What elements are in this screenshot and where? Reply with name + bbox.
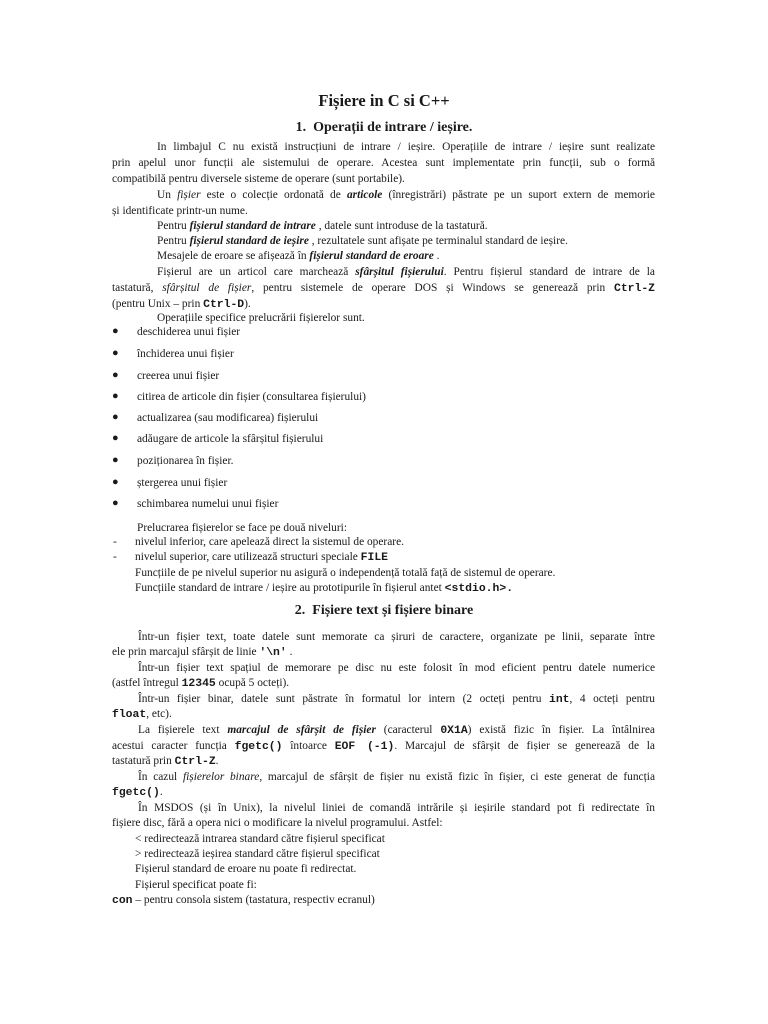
- term-articole: articole: [346, 189, 383, 201]
- section-1-heading: [0, 119, 768, 137]
- text: Într-un fișier binar, datele sunt păstrate în formatul lor intern (2 octeți pentru: [138, 693, 549, 705]
- s2-q6-line2: fișiere disc, fără a opera nici o modificare la nivelul programului. Astfel:: [112, 817, 443, 829]
- list-item: citirea de articole din fișier (consultarea fișierului): [137, 391, 366, 403]
- list-item: schimbarea numelui unui fișier: [137, 498, 279, 510]
- term-standard-error: fișierul standard de eroare: [309, 250, 434, 262]
- code-0x1a: 0X1A: [440, 725, 468, 737]
- text: nivelul superior, care utilizează structuri speciale: [135, 551, 361, 563]
- text: Pentru: [157, 220, 190, 232]
- code-ctrl-z: Ctrl-Z: [174, 756, 216, 768]
- s1-p4: [157, 234, 568, 248]
- code-ctrl-z: Ctrl-Z: [613, 283, 655, 295]
- s2-q2-line1: Într-un fișier text spațiul de memorare pe disc nu este folosit în mod eficient pentru datele numerice: [138, 662, 655, 674]
- text: , etc).: [146, 708, 172, 720]
- s1-p2-line1: [157, 188, 655, 202]
- s2-q1-line2: [112, 645, 292, 660]
- text: ) există fizic în fișier. La întâlnirea: [467, 724, 655, 736]
- code-ctrl-d: Ctrl-D: [203, 299, 245, 311]
- list-item: închiderea unui fișier: [137, 348, 234, 360]
- text: (pentru Unix – prin: [112, 298, 204, 310]
- text: .: [286, 646, 293, 658]
- text: ele prin marcajul sfârșit de linie: [112, 646, 260, 658]
- term-end-of-file: sfârșitul fișierului: [355, 266, 444, 278]
- bullet-dot: ●: [112, 497, 119, 509]
- list-item: creerea unui fișier: [137, 370, 220, 382]
- section-2-title: Fișiere text și fișiere binare: [312, 603, 474, 618]
- functions-note-2: [135, 581, 513, 596]
- text: . Marcajul de sfârșit de fișier se generează de la: [394, 740, 655, 752]
- bullet-dot: ●: [112, 454, 119, 466]
- s2-q5-line1: [138, 770, 655, 784]
- redirect-input: < redirectează intrarea standard către fișierul specificat: [135, 833, 385, 845]
- term-eof: sfârșitul de fișier: [162, 282, 252, 294]
- s2-q4-line3: [112, 754, 219, 769]
- bullet-dot: ●: [112, 347, 119, 359]
- section-1-number: 1.: [295, 120, 307, 135]
- text: Fișierul are un articol care marchează: [157, 266, 356, 278]
- functions-note-1: Funcțiile de pe nivelul superior nu asigură o independență totală față de sistemul de operare.: [135, 567, 556, 579]
- section-2-heading: [0, 602, 768, 620]
- s2-q7: Fișierul standard de eroare nu poate fi redirectat.: [135, 863, 357, 875]
- level-superior: [135, 550, 388, 565]
- list-item: ștergerea unui fișier: [137, 477, 228, 489]
- code-fgetc: fgetc(): [234, 741, 283, 753]
- s1-p1-line2: prin apelul unor funcții ale sistemului de operare. Acestea sunt implementate prin funcții, sub o formă: [112, 157, 655, 169]
- text: ocupă 5 octeți).: [215, 677, 290, 689]
- levels-intro: Prelucrarea fișierelor se face pe două niveluri:: [137, 522, 347, 534]
- text: Un: [157, 189, 178, 201]
- dash-marker: -: [113, 551, 117, 563]
- s1-p1-line3: compatibilă pentru diversele sisteme de operare (sunt portabile).: [112, 173, 405, 185]
- text: tastatură prin: [112, 755, 175, 767]
- text: Funcțiile standard de intrare / ieșire au prototipurile în fișierul antet: [135, 582, 445, 594]
- text: – pentru consola sistem (tastatura, respectiv ecranul): [132, 894, 375, 906]
- list-item: adăugare de articole la sfârșitul fișierului: [137, 433, 324, 445]
- term-binary-files: fișierelor binare: [182, 771, 260, 783]
- s1-p6-line1: [157, 265, 655, 279]
- bullet-dot: ●: [112, 411, 119, 423]
- s1-p5: [157, 249, 439, 263]
- term-fisier: fișier: [177, 189, 201, 201]
- text: , marcajul de sfârșit de fișier nu există fizic în fișier, ci este generat de funcția: [259, 771, 655, 783]
- s2-q5-line2: [112, 785, 163, 800]
- code-file: FILE: [360, 552, 389, 564]
- list-item: deschiderea unui fișier: [137, 326, 241, 338]
- s1-p7: Operațiile specifice prelucrării fișierelor sunt.: [157, 312, 365, 324]
- s2-q4-line1: [138, 723, 655, 738]
- code-int: int: [549, 694, 570, 706]
- s1-p6-line3: [112, 297, 251, 312]
- s1-p6-line2: [112, 281, 655, 296]
- text: În cazul: [138, 771, 183, 783]
- s1-p1-line1: In limbajul C nu există instrucțiuni de intrare / ieșire. Operațiile de intrare / ieșire sunt realizate: [157, 141, 655, 153]
- text: acestui caracter funcția: [112, 740, 235, 752]
- term-eof-marker: marcajul de sfârșit de fișier: [227, 724, 376, 736]
- s2-q4-line2: [112, 739, 655, 754]
- s2-q1-line1: Într-un fișier text, toate datele sunt memorate ca șiruri de caractere, organizate pe linii, separate între: [138, 631, 655, 643]
- term-standard-output: fișierul standard de ieșire: [189, 235, 309, 247]
- s2-q8: Fișierul specificat poate fi:: [135, 879, 257, 891]
- level-inferior: nivelul inferior, care apelează direct la sistemul de operare.: [135, 536, 404, 548]
- code-12345: 12345: [181, 678, 216, 690]
- bullet-dot: ●: [112, 369, 119, 381]
- dash-marker: -: [113, 536, 117, 548]
- s1-p2-line2: și identificate printr-un nume.: [112, 205, 248, 217]
- redirect-output: > redirectează ieșirea standard către fișierul specificat: [135, 848, 380, 860]
- text: , datele sunt introduse de la tastatură.: [315, 220, 488, 232]
- code-float: float: [112, 709, 147, 721]
- s1-p3: [157, 219, 488, 233]
- text: (caracterul: [375, 724, 441, 736]
- bullet-dot: ●: [112, 325, 119, 337]
- text: (înregistrări) păstrate pe un suport extern de memorie: [382, 189, 655, 201]
- text: (astfel întregul: [112, 677, 182, 689]
- list-item: actualizarea (sau modificarea) fișierului: [137, 412, 319, 424]
- text: întoarce: [282, 740, 335, 752]
- bullet-dot: ●: [112, 432, 119, 444]
- text: , rezultatele sunt afișate pe terminalul standard de ieșire.: [308, 235, 568, 247]
- text: , pentru sistemele de operare DOS și Windows se generează prin: [251, 282, 614, 294]
- s2-q2-line2: [112, 676, 289, 691]
- text: Pentru: [157, 235, 190, 247]
- term-standard-input: fișierul standard de intrare: [189, 220, 316, 232]
- text: este o colecție ordonată de: [200, 189, 347, 201]
- bullet-dot: ●: [112, 476, 119, 488]
- text: , 4 octeți pentru: [569, 693, 655, 705]
- code-con: con: [112, 895, 133, 907]
- s2-q6-line1: În MSDOS (și în Unix), la nivelul liniei de comandă intrările și ieșirile standard pot fi redirectate în: [138, 802, 655, 814]
- text: Mesajele de eroare se afișează în: [157, 250, 310, 262]
- text: .: [433, 250, 440, 262]
- s2-con-line: [112, 893, 375, 908]
- s2-q3-line1: [138, 692, 655, 707]
- text: ).: [244, 298, 251, 310]
- section-2-number: 2.: [294, 603, 306, 618]
- list-item: poziționarea în fișier.: [137, 455, 234, 467]
- code-fgetc: fgetc(): [112, 787, 160, 799]
- s2-q3-line2: [112, 707, 172, 722]
- text: La fișierele text: [138, 724, 228, 736]
- bullet-dot: ●: [112, 390, 119, 402]
- text: . Pentru fișierul standard de intrare de la: [443, 266, 655, 278]
- section-1-title: Operații de intrare / ieșire.: [313, 120, 473, 135]
- document-title: Fișiere in C si C++: [318, 91, 450, 110]
- code-eof: EOF (-1): [334, 741, 395, 753]
- text: .: [215, 755, 219, 767]
- code-newline: '\n': [259, 647, 287, 659]
- text: .: [159, 786, 163, 798]
- text: tastatură,: [112, 282, 163, 294]
- code-stdio: <stdio.h>.: [444, 583, 514, 595]
